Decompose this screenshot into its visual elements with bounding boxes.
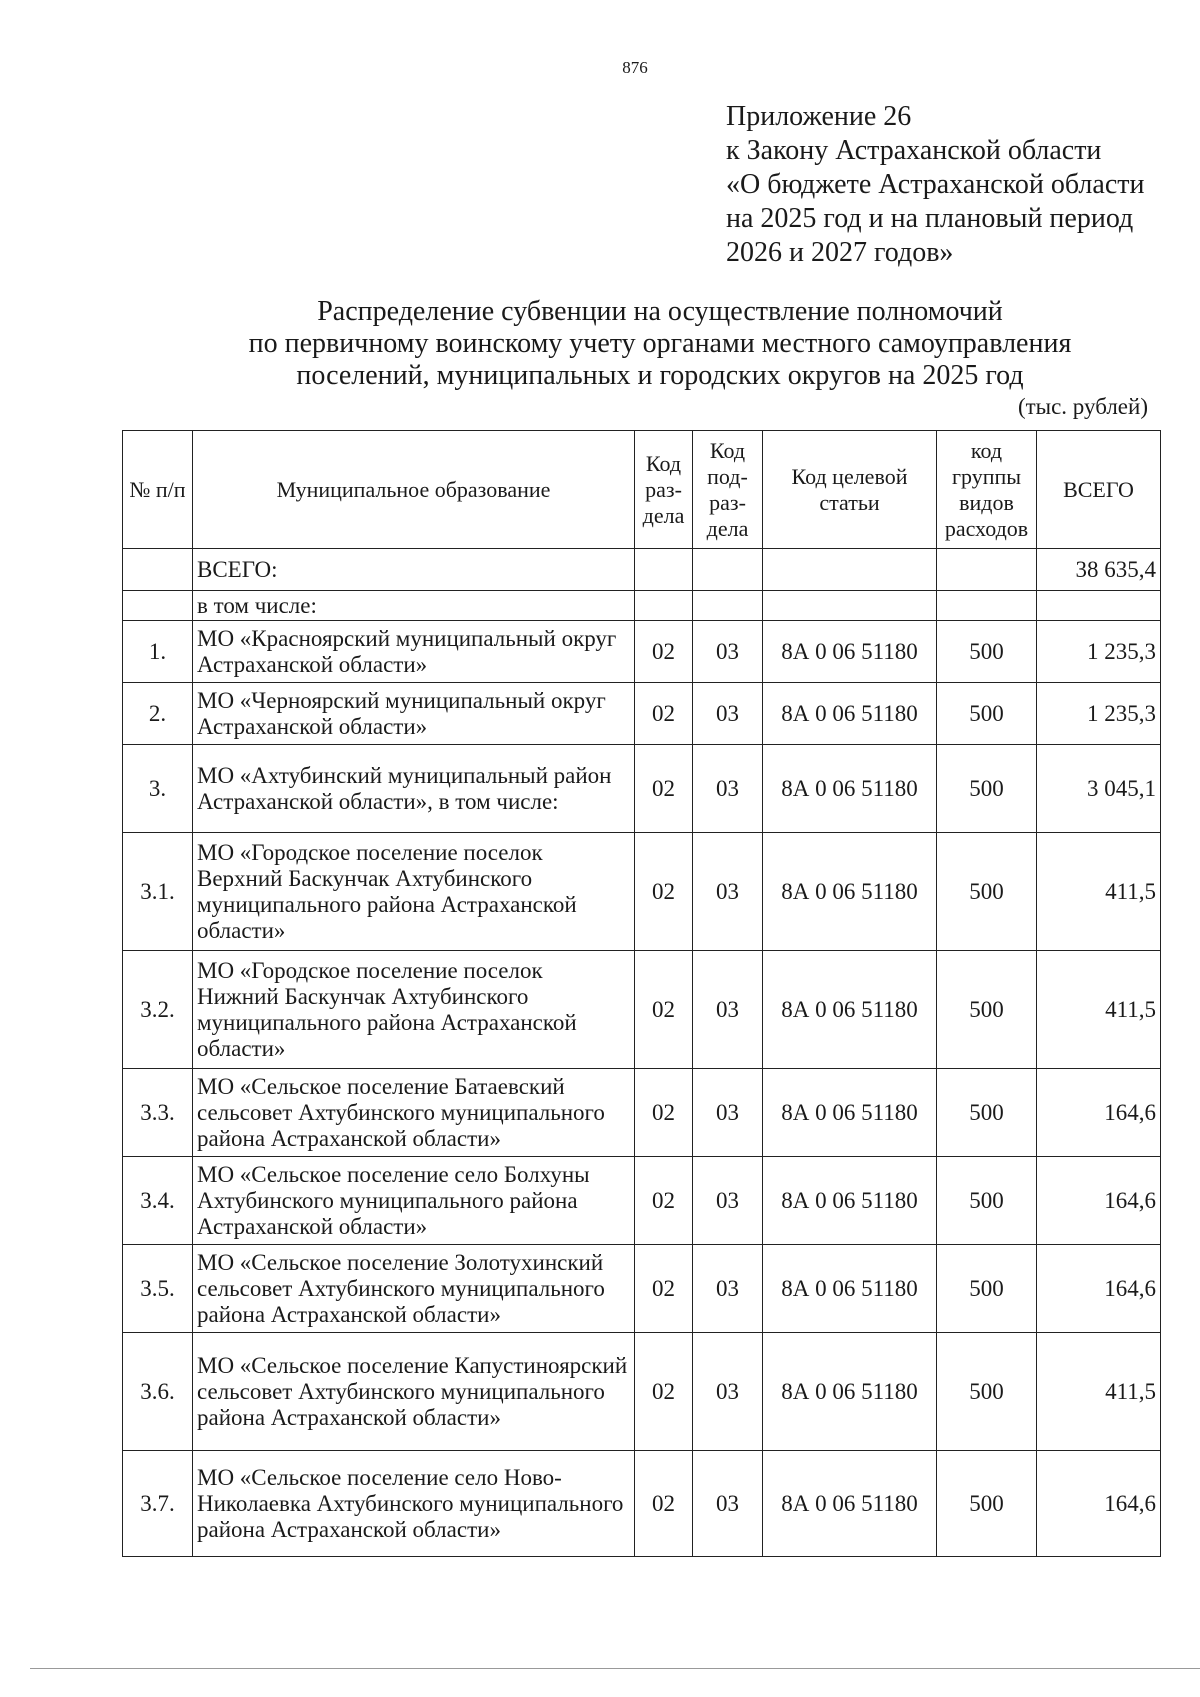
row-number: 3.5. <box>123 1245 193 1333</box>
row-total: 1 235,3 <box>1037 621 1161 683</box>
appendix-line: 2026 и 2027 годов» <box>726 237 954 268</box>
table-header-row <box>123 431 1161 549</box>
appendix-line: на 2025 год и на плановый период <box>726 203 1134 234</box>
table-row <box>123 1069 1161 1157</box>
row-number: 3.4. <box>123 1157 193 1245</box>
row-group-code: 500 <box>937 1451 1037 1557</box>
row-name: МО «Черноярский муниципальный округ Астраханской области» <box>193 683 635 745</box>
row-section-code: 02 <box>635 951 693 1069</box>
row-total: 1 235,3 <box>1037 683 1161 745</box>
row-section-code: 02 <box>635 621 693 683</box>
title-line: поселений, муниципальных и городских округов на 2025 год <box>296 360 1024 391</box>
row-total: 164,6 <box>1037 1069 1161 1157</box>
row-section-code: 02 <box>635 1069 693 1157</box>
table-row <box>123 1451 1161 1557</box>
header-total: ВСЕГО <box>1037 431 1161 549</box>
row-target-code: 8А 0 06 51180 <box>763 1451 937 1557</box>
row-number: 3.6. <box>123 1333 193 1451</box>
row-group-code: 500 <box>937 1245 1037 1333</box>
row-target-code: 8А 0 06 51180 <box>763 1245 937 1333</box>
row-subsection-code: 03 <box>693 1451 763 1557</box>
row-name: МО «Сельское поселение Батаевский сельсовет Ахтубинского муниципального района Астраханской области» <box>193 1069 635 1157</box>
row-number: 3. <box>123 745 193 833</box>
row-subsection-code: 03 <box>693 833 763 951</box>
row-group-code: 500 <box>937 1069 1037 1157</box>
appendix-line: к Закону Астраханской области <box>726 135 1102 166</box>
row-name: МО «Сельское поселение Капустиноярский сельсовет Ахтубинского муниципального района Астраханской области» <box>193 1333 635 1451</box>
row-number: 2. <box>123 683 193 745</box>
row-target-code: 8А 0 06 51180 <box>763 683 937 745</box>
page-number: 876 <box>622 58 648 77</box>
row-target-code: 8А 0 06 51180 <box>763 621 937 683</box>
title-line: по первичному воинскому учету органами местного самоуправления <box>248 328 1072 359</box>
row-total: 164,6 <box>1037 1157 1161 1245</box>
row-name: МО «Красноярский муниципальный округ Астраханской области» <box>193 621 635 683</box>
budget-table <box>122 430 1161 1557</box>
table-row <box>123 1245 1161 1333</box>
appendix-line: Приложение 26 <box>726 101 912 132</box>
row-subsection-code: 03 <box>693 1245 763 1333</box>
row-group-code: 500 <box>937 951 1037 1069</box>
header-subsection: Код под-раз-дела <box>693 431 763 549</box>
table-row <box>123 833 1161 951</box>
row-subsection-code: 03 <box>693 745 763 833</box>
row-section-code: 02 <box>635 745 693 833</box>
row-section-code: 02 <box>635 683 693 745</box>
row-group-code: 500 <box>937 745 1037 833</box>
table-row <box>123 745 1161 833</box>
row-total: 411,5 <box>1037 951 1161 1069</box>
row-section-code: 02 <box>635 833 693 951</box>
row-subsection-code: 03 <box>693 621 763 683</box>
row-group-code: 500 <box>937 621 1037 683</box>
row-subsection-code: 03 <box>693 1069 763 1157</box>
total-row <box>123 549 1161 591</box>
table-row <box>123 621 1161 683</box>
row-section-code: 02 <box>635 1333 693 1451</box>
row-total: 164,6 <box>1037 1245 1161 1333</box>
including-label: в том числе: <box>193 591 635 621</box>
row-number: 3.2. <box>123 951 193 1069</box>
row-total: 164,6 <box>1037 1451 1161 1557</box>
row-total: 3 045,1 <box>1037 745 1161 833</box>
including-row <box>123 591 1161 621</box>
page-divider <box>30 1668 1200 1669</box>
row-name: МО «Городское поселение поселок Верхний Баскунчак Ахтубинского муниципального района Астраханской области» <box>193 833 635 951</box>
row-number: 1. <box>123 621 193 683</box>
row-group-code: 500 <box>937 683 1037 745</box>
header-target: Код целевой статьи <box>763 431 937 549</box>
row-group-code: 500 <box>937 833 1037 951</box>
header-group: код группы видов расходов <box>937 431 1037 549</box>
row-name: МО «Городское поселение поселок Нижний Баскунчак Ахтубинского муниципального района Астраханской области» <box>193 951 635 1069</box>
total-value: 38 635,4 <box>1037 549 1161 591</box>
row-target-code: 8А 0 06 51180 <box>763 951 937 1069</box>
row-total: 411,5 <box>1037 833 1161 951</box>
table-row <box>123 683 1161 745</box>
row-number: 3.7. <box>123 1451 193 1557</box>
row-group-code: 500 <box>937 1157 1037 1245</box>
row-target-code: 8А 0 06 51180 <box>763 1069 937 1157</box>
document-title <box>120 296 1200 392</box>
row-total: 411,5 <box>1037 1333 1161 1451</box>
row-target-code: 8А 0 06 51180 <box>763 1157 937 1245</box>
appendix-line: «О бюджете Астраханской области <box>726 169 1145 200</box>
row-number: 3.3. <box>123 1069 193 1157</box>
row-name: МО «Сельское поселение Золотухинский сельсовет Ахтубинского муниципального района Астраханской области» <box>193 1245 635 1333</box>
header-num: № п/п <box>123 431 193 549</box>
header-name: Муниципальное образование <box>193 431 635 549</box>
row-subsection-code: 03 <box>693 951 763 1069</box>
row-subsection-code: 03 <box>693 683 763 745</box>
table-row <box>123 1333 1161 1451</box>
row-group-code: 500 <box>937 1333 1037 1451</box>
row-subsection-code: 03 <box>693 1157 763 1245</box>
row-target-code: 8А 0 06 51180 <box>763 833 937 951</box>
table-row <box>123 951 1161 1069</box>
title-line: Распределение субвенции на осуществление полномочий <box>317 296 1003 327</box>
row-section-code: 02 <box>635 1245 693 1333</box>
row-target-code: 8А 0 06 51180 <box>763 745 937 833</box>
row-number: 3.1. <box>123 833 193 951</box>
row-target-code: 8А 0 06 51180 <box>763 1333 937 1451</box>
row-name: МО «Ахтубинский муниципальный район Астраханской области», в том числе: <box>193 745 635 833</box>
row-section-code: 02 <box>635 1157 693 1245</box>
row-section-code: 02 <box>635 1451 693 1557</box>
total-label: ВСЕГО: <box>193 549 635 591</box>
units-note: (тыс. рублей) <box>1017 394 1148 419</box>
header-section: Код раз-дела <box>635 431 693 549</box>
row-name: МО «Сельское поселение село Ново-Николаевка Ахтубинского муниципального района Астраханской области» <box>193 1451 635 1557</box>
table-row <box>123 1157 1161 1245</box>
appendix-header <box>726 100 1144 270</box>
row-subsection-code: 03 <box>693 1333 763 1451</box>
row-name: МО «Сельское поселение село Болхуны Ахтубинского муниципального района Астраханской области» <box>193 1157 635 1245</box>
